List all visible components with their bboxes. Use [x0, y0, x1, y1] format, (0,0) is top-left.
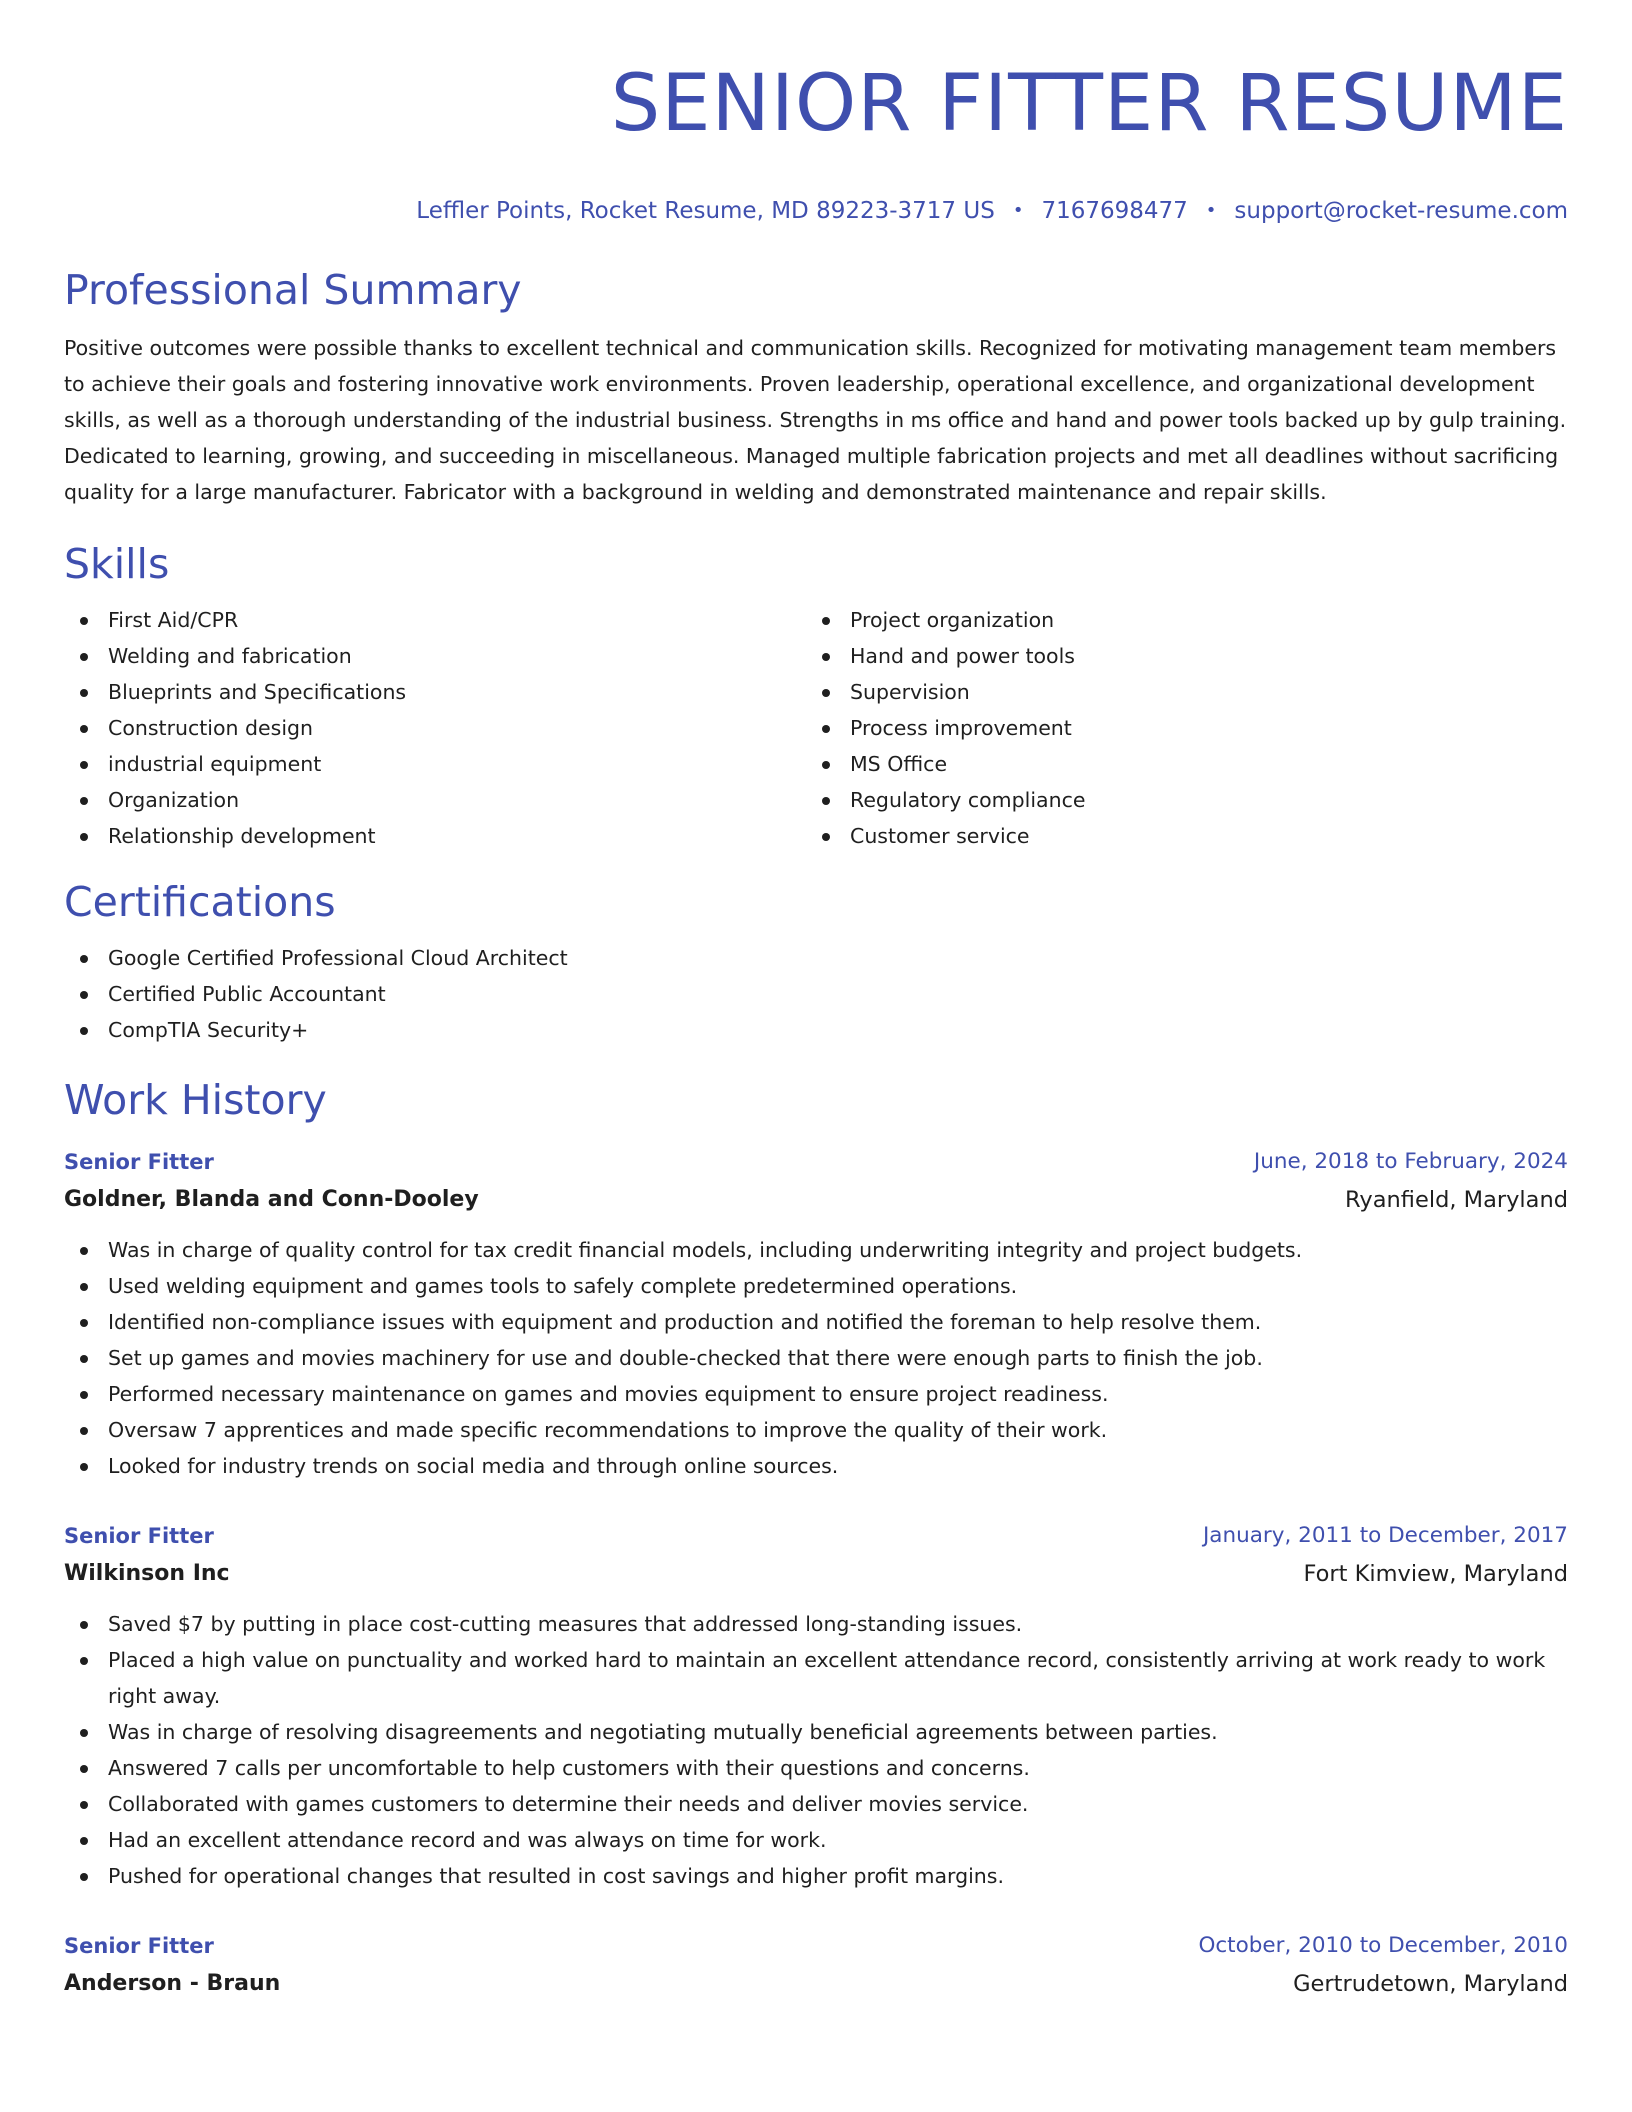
contact-separator: •	[1205, 200, 1217, 221]
skill-item: Blueprints and Specifications	[64, 674, 806, 710]
job-company: Anderson - Braun	[64, 1971, 281, 1996]
work-history-heading: Work History	[64, 1076, 327, 1124]
resume-title: SENIOR FITTER RESUME	[610, 59, 1568, 149]
summary-heading: Professional Summary	[64, 266, 522, 314]
skill-item: Project organization	[806, 602, 1548, 638]
job-entry	[64, 1144, 1568, 1484]
job-title: Senior Fitter	[64, 1934, 214, 1958]
skill-item: First Aid/CPR	[64, 602, 806, 638]
job-bullet: Placed a high value on punctuality and worked hard to maintain an excellent attendance record, consistently arriving at work ready to work right away.	[64, 1642, 1568, 1714]
skill-item: Regulatory compliance	[806, 782, 1548, 818]
skill-item: Hand and power tools	[806, 638, 1548, 674]
job-bullet: Pushed for operational changes that resulted in cost savings and higher profit margins.	[64, 1858, 1568, 1894]
skills-heading: Skills	[64, 540, 170, 588]
job-bullet: Used welding equipment and games tools to safely complete predetermined operations.	[64, 1268, 1568, 1304]
job-location: Fort Kimview, Maryland	[1303, 1561, 1568, 1587]
contact-email: support@rocket-resume.com	[1234, 198, 1568, 224]
contact-phone: 7167698477	[1041, 198, 1188, 224]
job-bullet: Saved $7 by putting in place cost-cutting measures that addressed long-standing issues.	[64, 1606, 1568, 1642]
skill-item: Customer service	[806, 818, 1548, 854]
job-header-row	[64, 1928, 1568, 1964]
skill-item: MS Office	[806, 746, 1548, 782]
job-company: Wilkinson Inc	[64, 1561, 230, 1586]
job-dates: January, 2011 to December, 2017	[1202, 1523, 1568, 1548]
certification-item: Certified Public Accountant	[64, 976, 1568, 1012]
skill-item: Construction design	[64, 710, 806, 746]
job-title: Senior Fitter	[64, 1524, 214, 1548]
job-location: Ryanfield, Maryland	[1345, 1187, 1568, 1213]
job-dates: June, 2018 to February, 2024	[1253, 1149, 1568, 1174]
certification-item: Google Certified Professional Cloud Architect	[64, 940, 1568, 976]
job-title: Senior Fitter	[64, 1150, 214, 1174]
job-bullet: Collaborated with games customers to determine their needs and deliver movies service.	[64, 1786, 1568, 1822]
skill-item: industrial equipment	[64, 746, 806, 782]
job-header-row	[64, 1518, 1568, 1554]
summary-text: Positive outcomes were possible thanks to excellent technical and communication skills. Recognized for motivating management team members to achieve their goals and fostering innovative work environments. Proven leadership, operational excellence, and organizational development skills, as well as a thorough understanding of the industrial business. Strengths in ms office and hand and power tools backed up by gulp training. Dedicated to learning, growing, and succeeding in miscellaneous. Managed multiple fabrication projects and met all deadlines without sacrificing quality for a large manufacturer. Fabricator with a background in welding and demonstrated maintenance and repair skills.	[64, 336, 1567, 504]
skill-item: Relationship development	[64, 818, 806, 854]
certifications-heading: Certifications	[64, 878, 336, 926]
job-bullets	[64, 1232, 1568, 1484]
job-bullet: Was in charge of resolving disagreements and negotiating mutually beneficial agreements between parties.	[64, 1714, 1568, 1750]
skills-list	[64, 602, 1568, 854]
certification-item: CompTIA Security+	[64, 1012, 1568, 1048]
job-header-row	[64, 1144, 1568, 1180]
job-entry	[64, 1518, 1568, 1894]
job-company-row	[64, 1180, 1568, 1220]
skills-column-right	[806, 602, 1548, 854]
job-bullet: Looked for industry trends on social media and through online sources.	[64, 1448, 1568, 1484]
skill-item: Organization	[64, 782, 806, 818]
job-company-row	[64, 1964, 1568, 2004]
skill-item: Process improvement	[806, 710, 1548, 746]
skill-item: Supervision	[806, 674, 1548, 710]
job-entry	[64, 1928, 1568, 2004]
contact-line	[64, 194, 1568, 228]
job-dates: October, 2010 to December, 2010	[1198, 1933, 1568, 1958]
skill-item: Welding and fabrication	[64, 638, 806, 674]
job-bullets	[64, 1606, 1568, 1894]
job-location: Gertrudetown, Maryland	[1293, 1971, 1568, 1997]
job-bullet: Identified non-compliance issues with equipment and production and notified the foreman to help resolve them.	[64, 1304, 1568, 1340]
certifications-list	[64, 940, 1568, 1048]
job-bullet: Set up games and movies machinery for use and double-checked that there were enough parts to finish the job.	[64, 1340, 1568, 1376]
job-bullet: Performed necessary maintenance on games and movies equipment to ensure project readiness.	[64, 1376, 1568, 1412]
job-bullet: Answered 7 calls per uncomfortable to help customers with their questions and concerns.	[64, 1750, 1568, 1786]
job-bullet: Oversaw 7 apprentices and made specific recommendations to improve the quality of their work.	[64, 1412, 1568, 1448]
contact-address: Leffler Points, Rocket Resume, MD 89223-3717 US	[416, 198, 995, 224]
skills-column-left	[64, 602, 806, 854]
job-bullet: Had an excellent attendance record and was always on time for work.	[64, 1822, 1568, 1858]
job-company-row	[64, 1554, 1568, 1594]
job-company: Goldner, Blanda and Conn-Dooley	[64, 1187, 479, 1212]
job-bullet: Was in charge of quality control for tax credit financial models, including underwriting integrity and project budgets.	[64, 1232, 1568, 1268]
contact-separator: •	[1012, 200, 1024, 221]
